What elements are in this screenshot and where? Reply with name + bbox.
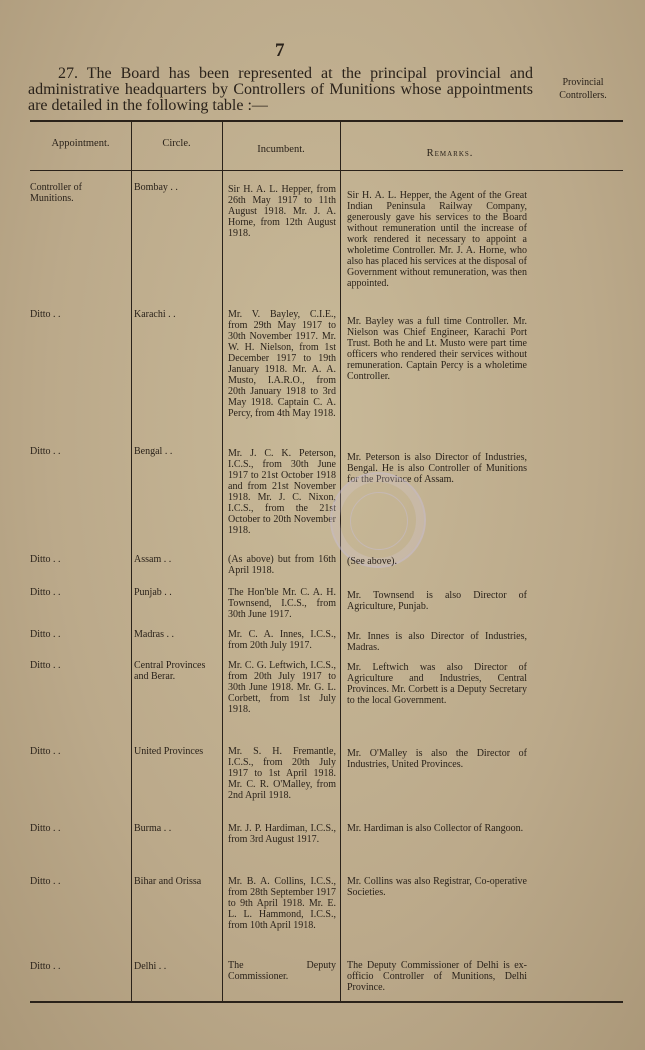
intro-text: 27. The Board has been represented at the principal provincial and administrative headquarters by Controllers of Munitions whose appointments are detailed in the following table :— bbox=[28, 65, 533, 114]
row-remarks: Mr. Townsend is also Director of Agriculture, Punjab. bbox=[347, 590, 527, 612]
row-incumbent: Mr. V. Bayley, C.I.E., from 29th May 1917 to 30th November 1917. Mr. W. H. Nielson, from 1st December 1917 to 19th January 1918. Mr. A. A. Musto, I.A.R.O., from 20th January 1918 to 3rd May 1918. Captain C. A. Percy, from 4th May 1918. bbox=[228, 309, 336, 419]
row-incumbent: Mr. C. A. Innes, I.C.S., from 20th July 1917. bbox=[228, 629, 336, 651]
row-circle: Karachi . . bbox=[134, 309, 176, 320]
column-divider bbox=[340, 120, 341, 1002]
row-appointment: Ditto . . bbox=[30, 587, 61, 598]
row-appointment: Ditto . . bbox=[30, 746, 61, 757]
row-appointment: Ditto . . bbox=[30, 823, 61, 834]
row-circle: Bihar and Orissa bbox=[134, 876, 202, 887]
row-appointment: Ditto . . bbox=[30, 629, 61, 640]
row-incumbent: The Deputy Commissioner. bbox=[228, 960, 336, 982]
page-number: 7 bbox=[275, 40, 285, 61]
row-incumbent: Mr. B. A. Collins, I.C.S., from 28th September 1917 to 9th April 1918. Mr. E. L. L. Hammond, I.C.S., from 10th April 1918. bbox=[228, 876, 336, 931]
header-incumbent: Incumbent. bbox=[257, 144, 305, 155]
row-circle: Delhi . . bbox=[134, 961, 167, 972]
row-remarks: Mr. Innes is also Director of Industries, Madras. bbox=[347, 631, 527, 653]
row-appointment: Ditto . . bbox=[30, 961, 61, 972]
margin-note: Provincial Controllers. bbox=[559, 77, 607, 101]
row-incumbent: Mr. J. P. Hardiman, I.C.S., from 3rd August 1917. bbox=[228, 823, 336, 845]
row-remarks: The Deputy Commissioner of Delhi is ex-officio Controller of Munitions, Delhi Province. bbox=[347, 960, 527, 993]
row-remarks: Mr. O'Malley is also the Director of Industries, United Provinces. bbox=[347, 748, 527, 770]
row-incumbent: The Hon'ble Mr. C. A. H. Townsend, I.C.S., from 30th June 1917. bbox=[228, 587, 336, 620]
row-circle: Bombay . . bbox=[134, 182, 178, 193]
table-top-rule bbox=[30, 120, 623, 122]
row-circle: Assam . . bbox=[134, 554, 172, 565]
row-circle: Burma . . bbox=[134, 823, 172, 834]
row-circle: Bengal . . bbox=[134, 446, 173, 457]
header-circle: Circle. bbox=[162, 138, 191, 149]
row-remarks: Mr. Bayley was a full time Controller. Mr. Nielson was Chief Engineer, Karachi Port Trust. Both he and Lt. Musto were part time officers who rendered their services without remuneration. Captain Percy is a wholetime Controller. bbox=[347, 316, 527, 382]
row-remarks: Mr. Collins was also Registrar, Co-operative Societies. bbox=[347, 876, 527, 898]
intro-paragraph bbox=[28, 66, 533, 114]
row-appointment: Ditto . . bbox=[30, 876, 61, 887]
row-circle: Punjab . . bbox=[134, 587, 172, 598]
row-remarks: Mr. Leftwich was also Director of Agriculture and Industries, Central Provinces. Mr. Corbett is a Deputy Secretary to the local Government. bbox=[347, 662, 527, 706]
row-circle: Madras . . bbox=[134, 629, 174, 640]
row-appointment: Ditto . . bbox=[30, 660, 61, 671]
row-appointment: Ditto . . bbox=[30, 309, 61, 320]
row-remarks: Mr. Hardiman is also Collector of Rangoon. bbox=[347, 823, 524, 834]
header-rule bbox=[30, 170, 623, 171]
row-incumbent: Mr. J. C. K. Peterson, I.C.S., from 30th June 1917 to 21st October 1918 and from 21st November 1918. Mr. J. C. Nixon, I.C.S., from the 21st October to 20th November 1918. bbox=[228, 448, 336, 536]
row-incumbent: Mr. C. G. Leftwich, I.C.S., from 20th July 1917 to 30th June 1918. Mr. G. L. Corbett, from 1st July 1918. bbox=[228, 660, 336, 715]
header-remarks: Remarks. bbox=[426, 148, 474, 159]
row-appointment: Ditto . . bbox=[30, 446, 61, 457]
header-appointment: Appointment. bbox=[51, 138, 110, 149]
row-circle: Central Provinces and Berar. bbox=[134, 660, 206, 682]
row-remarks: Sir H. A. L. Hepper, the Agent of the Great Indian Peninsula Railway Company, generously gave his services to the Board without remuneration until the increase of work rendered it necessary to appoint a wholetime Controller. Mr. J. A. Horne, who also has placed his services at the disposal of Government without remuneration, was then appointed. bbox=[347, 190, 527, 289]
library-stamp bbox=[330, 472, 426, 568]
row-appointment: Controller of Munitions. bbox=[30, 182, 82, 204]
column-divider bbox=[222, 120, 223, 1002]
row-incumbent: Sir H. A. L. Hepper, from 26th May 1917 to 11th August 1918. Mr. J. A. Horne, from 12th August 1918. bbox=[228, 184, 336, 239]
row-appointment: Ditto . . bbox=[30, 554, 61, 565]
row-circle: United Provinces bbox=[134, 746, 204, 757]
row-remarks: Mr. Peterson is also Director of Industries, Bengal. He is also Controller of Munitions for the Province of Assam. bbox=[347, 452, 527, 485]
row-incumbent: Mr. S. H. Fremantle, I.C.S., from 20th July 1917 to 1st April 1918. Mr. C. R. O'Malley, from 2nd April 1918. bbox=[228, 746, 336, 801]
column-divider bbox=[131, 120, 132, 1002]
row-remarks: (See above). bbox=[347, 556, 397, 567]
row-incumbent: (As above) but from 16th April 1918. bbox=[228, 554, 336, 576]
table-bottom-rule bbox=[30, 1001, 623, 1003]
